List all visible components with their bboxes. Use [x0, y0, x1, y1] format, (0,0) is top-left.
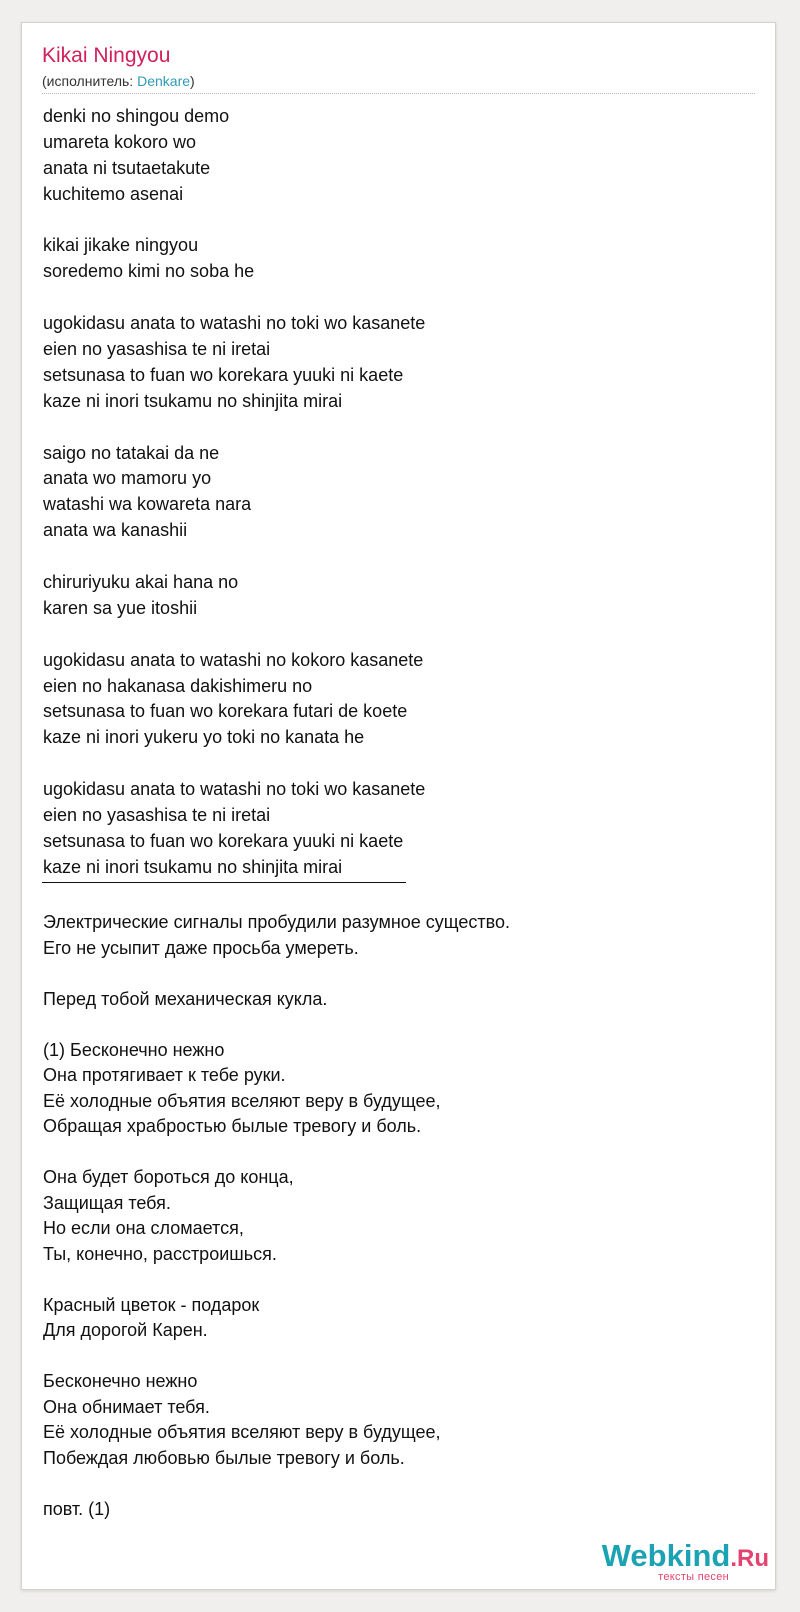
translation-line: Бесконечно нежно: [43, 1371, 198, 1391]
translation-line: [43, 961, 743, 987]
lyrics-line: [43, 622, 743, 648]
lyrics-line: eien no hakanasa dakishimeru no: [43, 675, 313, 696]
translation-line: Защищая тебя.: [43, 1192, 171, 1213]
translation-line: Ты, конечно, расстроишься.: [43, 1243, 277, 1264]
artist-link[interactable]: Denkare: [137, 73, 191, 89]
lyrics-line: anata wo mamoru yo: [43, 468, 212, 489]
translation-line: [43, 1012, 743, 1038]
lyrics-line: denki no shingou demo: [43, 106, 230, 126]
translation-line: Побеждая любовью былые тревогу и боль.: [43, 1447, 405, 1468]
translation-line: [43, 1267, 743, 1293]
lyrics-line: soredemo kimi no soba he: [43, 261, 255, 282]
header-divider: [42, 93, 755, 94]
translation-line: Обращая храбростью былые тревогу и боль.: [43, 1116, 422, 1136]
lyrics-line: anata ni tsutaetakute: [43, 157, 211, 178]
artist-prefix: (исполнитель:: [42, 73, 138, 89]
lyrics-line: karen sa yue itoshii: [43, 597, 198, 618]
lyrics-line: ugokidasu anata to watashi no kokoro kasanete: [43, 649, 424, 670]
lyrics-line: kaze ni inori tsukamu no shinjita mirai: [43, 390, 343, 411]
lyrics-line: [43, 415, 743, 441]
translation-line: Она будет бороться до конца,: [43, 1167, 294, 1187]
translation-line: Его не усыпит даже просьба умереть.: [43, 937, 359, 958]
lyrics-line: kaze ni inori yukeru yo toki no kanata he: [43, 727, 365, 748]
logo-tagline: тексты песен: [658, 1571, 729, 1583]
translation-line: Для дорогой Карен.: [43, 1320, 208, 1340]
translation-line: [43, 1471, 743, 1497]
lyrics-card: [21, 22, 776, 1590]
lyrics-line: eien no yasashisa te ni iretai: [43, 339, 271, 360]
lyrics-line: [43, 544, 743, 570]
translation-line: (1) Бесконечно нежно: [43, 1039, 225, 1060]
lyrics-line: watashi wa kowareta nara: [43, 494, 252, 515]
translation-divider: [42, 882, 406, 883]
translation-line: Но если она сломается,: [43, 1218, 244, 1238]
artist-line: [42, 72, 195, 90]
lyrics-line: kaze ni inori tsukamu no shinjita mirai: [43, 856, 343, 877]
lyrics-line: anata wa kanashii: [43, 520, 188, 541]
lyrics-line: kikai jikake ningyou: [43, 235, 199, 256]
translation-line: Она протягивает к тебе руки.: [43, 1065, 286, 1085]
lyrics-line: saigo no tatakai da ne: [43, 442, 220, 463]
translation-line: [43, 1344, 743, 1370]
lyrics-line: setsunasa to fuan wo korekara yuuki ni kaete: [43, 364, 404, 385]
lyrics-line: setsunasa to fuan wo korekara futari de koete: [43, 701, 408, 722]
lyrics-text: [43, 104, 743, 881]
lyrics-line: kuchitemo asenai: [43, 183, 184, 204]
lyrics-line: [43, 285, 743, 311]
lyrics-line: ugokidasu anata to watashi no toki wo kasanete: [43, 779, 426, 800]
lyrics-line: setsunasa to fuan wo korekara yuuki ni kaete: [43, 830, 404, 851]
lyrics-line: [43, 751, 743, 777]
translation-line: Красный цветок - подарок: [43, 1294, 260, 1315]
translation-line: Её холодные объятия вселяют веру в будущее,: [43, 1090, 441, 1111]
lyrics-line: eien no yasashisa te ni iretai: [43, 805, 271, 826]
song-title: Kikai Ningyou: [42, 44, 171, 67]
site-logo[interactable]: [569, 1539, 769, 1587]
translation-text: [43, 910, 743, 1522]
lyrics-line: [43, 208, 743, 234]
lyrics-line: umareta kokoro wo: [43, 131, 197, 152]
translation-line: повт. (1): [43, 1498, 111, 1519]
artist-suffix: ): [190, 73, 195, 89]
translation-line: Перед тобой механическая кукла.: [43, 988, 328, 1009]
lyrics-line: ugokidasu anata to watashi no toki wo kasanete: [43, 313, 426, 334]
logo-name: Webkind: [601, 1538, 731, 1573]
translation-line: Электрические сигналы пробудили разумное существо.: [43, 912, 511, 932]
lyrics-line: chiruriyuku akai hana no: [43, 572, 239, 593]
logo-tld: .Ru: [730, 1545, 769, 1572]
translation-line: [43, 1140, 743, 1166]
translation-line: Её холодные объятия вселяют веру в будущее,: [43, 1422, 441, 1442]
translation-line: Она обнимает тебя.: [43, 1396, 210, 1417]
